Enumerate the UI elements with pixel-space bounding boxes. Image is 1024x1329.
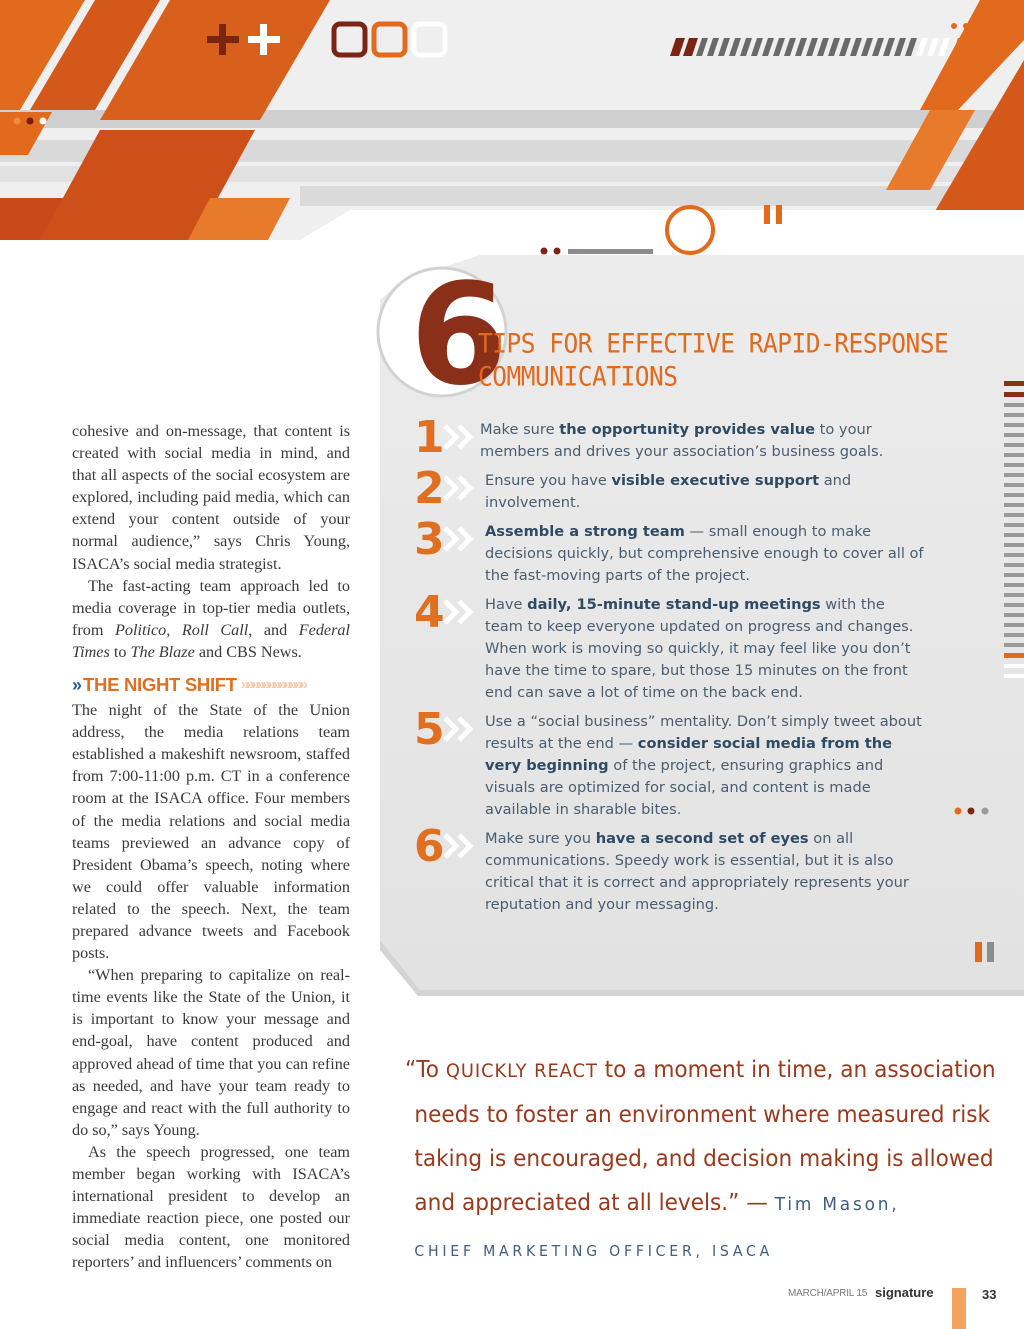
tip-number: 3 (414, 514, 445, 565)
page-number: 33 (982, 1287, 997, 1302)
text-run: to your members and drives your association’s business goals. (480, 421, 884, 460)
tips-big-number: 6 (410, 254, 502, 417)
tip-number: 1 (414, 412, 445, 463)
text-run: Make sure you (485, 830, 596, 847)
tip-emphasis: Assemble a strong team (485, 523, 685, 540)
quote-line: taking is encouraged, and decision making is allowed (414, 1146, 994, 1172)
issue-date: MARCH/APRIL 15 (788, 1288, 868, 1299)
text-run: The fast-acting team approach led to media coverage in top-tier media outlets, from (72, 576, 350, 639)
article-paragraph: As the speech progressed, one team member began working with ISACA’s international president to develop an immediate reaction piece, one posted our social media content, one monitored reporters’ and influencers’ comments on (72, 1142, 350, 1272)
outlet-name: Federal Times (72, 620, 351, 661)
text-run: , (166, 620, 182, 639)
double-chevron-icon (442, 525, 478, 553)
text-run: — small enough to make decisions quickly, but comprehensive enough to cover all of the fast-moving parts of the project. (485, 523, 924, 584)
tips-title: TIPS FOR EFFECTIVE RAPID-RESPONSE COMMUNICATIONS (478, 327, 949, 392)
double-chevron-icon (442, 832, 478, 860)
outlet-name: Politico (115, 620, 167, 639)
text-run: to (109, 642, 131, 661)
text-run: Make sure (480, 421, 560, 438)
double-chevron-icon: » (72, 675, 79, 696)
section-subhead (72, 673, 350, 697)
page-footer (788, 1285, 1008, 1305)
quote-author-org: ISACA (711, 1242, 774, 1260)
article-paragraph: “When preparing to capitalize on real-time events like the State of the Union, it is important to know your message and end-goal, have content produced and approved ahead of time that you can refine as needed, and have your team ready to engage and react with the full authority to do so,” says Young. (72, 966, 350, 1139)
tip-emphasis: consider social media from the very beginning (485, 735, 893, 774)
quote-line: needs to foster an environment where measured risk (414, 1102, 991, 1128)
tip-text (485, 594, 925, 704)
pull-quote (405, 1048, 996, 1273)
text-run: Use a “social business” mentality. Don’t simply tweet about results at the end — (485, 713, 922, 752)
tip-emphasis: the opportunity provides value (559, 421, 815, 438)
tip-text (485, 711, 925, 821)
tip-number: 2 (414, 463, 445, 514)
text-run: to a moment in time, an association (597, 1057, 996, 1083)
double-chevron-icon (442, 423, 478, 451)
tip-emphasis: daily, 15-minute stand-up meetings (527, 596, 821, 613)
text-run: Have (485, 596, 528, 613)
tip-text (485, 470, 925, 514)
tip-number: 5 (414, 704, 445, 755)
text-run: “To (405, 1057, 446, 1083)
tip-number: 4 (414, 587, 445, 638)
text-run: and CBS News. (194, 642, 302, 661)
double-chevron-icon (442, 474, 478, 502)
article-paragraph (72, 575, 350, 663)
quote-line (405, 1048, 996, 1093)
text-run: on all communications. Speedy work is essential, but it is also critical that it is correct and appropriately represents your reputation and your messaging. (485, 830, 909, 913)
text-run: and involvement. (485, 472, 852, 511)
text-run: QUICKLY REACT (445, 1060, 598, 1082)
quote-line (405, 1181, 960, 1227)
tip-text (480, 419, 920, 463)
footer-accent-bar (952, 1288, 966, 1329)
article-column (72, 420, 350, 1273)
tip-number: 6 (414, 821, 445, 872)
quote-author-role: CHIEF MARKETING OFFICER, (414, 1242, 712, 1260)
subhead-label: THE NIGHT SHIFT (83, 674, 237, 696)
text-run: of the project, ensuring graphics and visuals are optimized for social, and content is made available in sharable bites. (485, 757, 884, 818)
tip-emphasis: visible executive support (611, 472, 820, 489)
quote-attribution (405, 1227, 960, 1273)
text-run: , and (248, 620, 299, 639)
article-paragraph: The night of the State of the Union address, the media relations team established a makeshift newsroom, staffed from 7:00-11:00 p.m. CT in a conference room at the ISACA office. Four members of the media relations and social media teams previewed an advance copy of President Obama’s speech, noting where we could offer valuable information related to the speech. Next, the team prepared advance tweets and Facebook posts. (72, 701, 350, 963)
text-run: Ensure you have (485, 472, 612, 489)
text-run: with the team to keep everyone updated on progress and changes. When work is moving so quickly, it may feel like you don’t have the time to spare, but those 15 minutes on the front end can save a lot of time on the back end. (485, 596, 914, 701)
tip-emphasis: have a second set of eyes (595, 830, 809, 847)
magazine-name: signature (875, 1285, 934, 1300)
tip-text (485, 521, 925, 587)
outlet-name: Roll Call (181, 620, 249, 639)
quote-author: Tim Mason, (774, 1194, 900, 1215)
chevron-trail-icon: »»»»»»»»»»»» (240, 676, 305, 694)
double-chevron-icon (442, 598, 478, 626)
double-chevron-icon (442, 715, 478, 743)
text-run: and appreciated at all levels.” — (414, 1190, 775, 1216)
outlet-name: The Blaze (130, 642, 195, 661)
tip-text (485, 828, 925, 916)
article-paragraph: cohesive and on-message, that content is created with social media in mind, and that all aspects of the social ecosystem are explored, including paid media, which can extend your content outside of your normal audience,” says Chris Young, ISACA’s social media strategist. (72, 422, 350, 573)
